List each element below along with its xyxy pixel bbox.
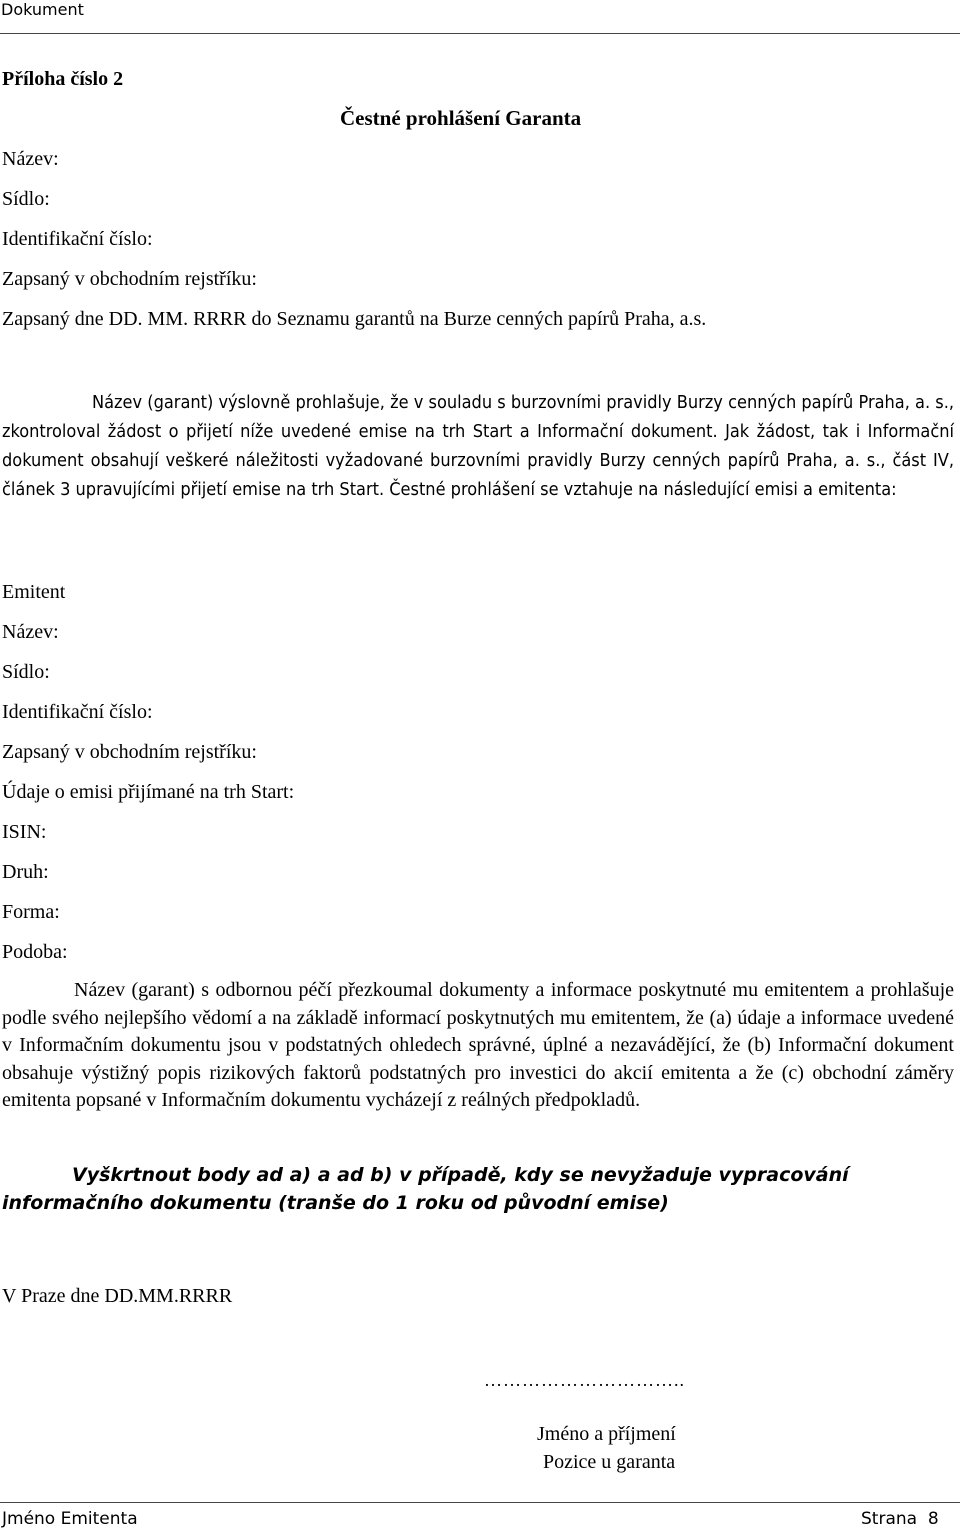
strike-out-note: Vyškrtnout body ad a) a ad b) v případě, kdy se nevyžaduje vypracování informačního dokumentu (tranše do 1 roku od původní emise) [2, 1164, 849, 1214]
garant-registration-date-field: Zapsaný dne DD. MM. RRRR do Seznamu garantů na Burze cenných papírů Praha, a.s. [2, 308, 707, 330]
signature-line: ………………………….. [484, 1370, 685, 1390]
issuer-id-field: Identifikační číslo: [2, 701, 153, 723]
type-field: Druh: [2, 861, 49, 883]
document-title: Čestné prohlášení Garanta [340, 106, 582, 130]
garant-name-field: Název: [2, 148, 59, 170]
issuer-heading: Emitent [2, 581, 66, 603]
issue-details-heading: Údaje o emisi přijímané na trh Start: [2, 781, 295, 803]
garant-seat-field: Sídlo: [2, 188, 50, 210]
issuer-register-field: Zapsaný v obchodním rejstříku: [2, 741, 257, 763]
issuer-name-field: Název: [2, 621, 59, 643]
issuer-seat-field: Sídlo: [2, 661, 50, 683]
footer-divider [0, 1502, 960, 1503]
annex-label: Příloha číslo 2 [2, 68, 124, 90]
window-title: Dokument [1, 0, 84, 19]
header-divider [0, 33, 960, 34]
appearance-field: Podoba: [2, 941, 68, 963]
review-paragraph: Název (garant) s odbornou péčí přezkoumal dokumenty a informace poskytnuté mu emitentem a prohlašuje podle svého nejlepšího vědomí a na základě informací poskytnutých mu emitentem, že (a) údaje a informace uvedené v Informačním dokumentu jsou v podstatných ohledech správné, úplné a nezavádějící, že (b) Informační dokument obsahuje výstižný popis rizikových faktorů podstatných pro investici do akcií emitenta a že (c) obchodní záměry emitenta popsané v Informačním dokumentu vycházejí z reálných předpokladů. [2, 979, 954, 1112]
form-field: Forma: [2, 901, 60, 923]
declaration-paragraph: Název (garant) výslovně prohlašuje, že v souladu s burzovními pravidly Burzy cenných papírů Praha, a. s., zkontroloval žádost o přijetí níže uvedené emise na trh Start a Informační dokument. Jak žádost, tak i Informační dokument obsahují veškeré náležitosti vyžadované burzovními pravidly Burzy cenných papírů Praha, a. s., část IV, článek 3 upravujícími přijetí emise na trh Start. Čestné prohlášení se vztahuje na následující emisi a emitenta: [2, 392, 954, 500]
signature-name: Jméno a příjmení [537, 1423, 676, 1445]
garant-id-field: Identifikační číslo: [2, 228, 153, 250]
signature-role: Pozice u garanta [543, 1451, 676, 1473]
footer-issuer-name: Jméno Emitenta [2, 1509, 138, 1529]
footer-page-number: Strana 8 [861, 1509, 939, 1529]
garant-register-field: Zapsaný v obchodním rejstříku: [2, 268, 257, 290]
isin-field: ISIN: [2, 821, 47, 843]
place-date: V Praze dne DD.MM.RRRR [2, 1285, 233, 1307]
